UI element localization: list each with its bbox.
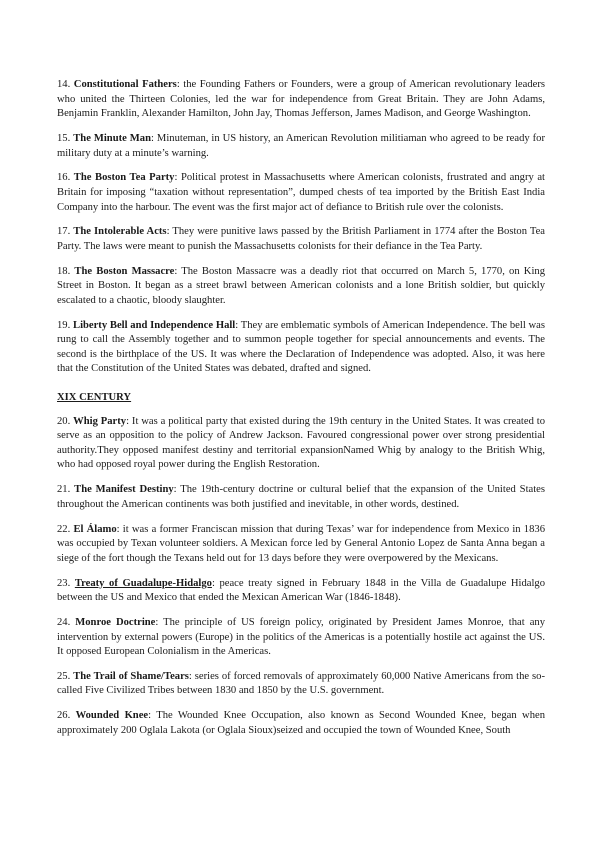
entry-number: 26. [57,710,71,722]
entry-text: : Political protest in Massachusetts where American colonists, frustrated and angry at Britain for imposing “taxation without representation”, dumped chests of tea imported by the British East India Company into the harbour. The event was the first major act of defiance to British rule over the colonists. [57,172,545,213]
entry-23 [57,577,545,606]
section-heading: XIX CENTURY [57,392,132,404]
entry-25 [57,670,545,699]
entry-term: The Minute Man [73,132,151,144]
entry-term: Constitutional Fathers [73,79,177,90]
entry-text: : They were punitive laws passed by the British Parliament in 1774 after the Boston Tea Party. The laws were meant to punish the Massachusetts colonists for their defiance in the Tea Party. [57,226,546,252]
entry-number: 15. [57,132,71,144]
entry-text: : the Founding Fathers or Founders, were a group of American revolutionary leaders who united the Thirteen Colonies, led the war for independence from Great Britain. They are John Adams, Benjamin Franklin, Alexander Hamilton, John Jay, Thomas Jefferson, James Madison, and George Washington. [57,79,545,120]
entry-term: Wounded Knee [75,710,149,722]
entry-number: 20. [57,415,71,427]
entry-term: Whig Party [73,415,127,427]
entry-21 [57,483,545,512]
entry-17 [57,225,545,254]
entry-text: : It was a political party that existed during the 19th century in the United States. It was created to serve as an opposition to the policy of Andrew Jackson. Favoured congressional power over strong presidential authority.They opposed manifest destiny and territorial expansionNamed Whig by analogy to the British Whig, who had opposed royal power during the English Restoration. [57,415,546,471]
entry-20 [57,415,545,473]
entry-text: : peace treaty signed in February 1848 in the Villa de Guadalupe Hidalgo between the US and Mexico that ended the Mexican American War (1846-1848). [57,577,546,604]
entry-text: : The 19th-century doctrine or cultural belief that the expansion of the United States throughout the American continents was both justified and inevitable, in other words, destined. [57,484,545,510]
entry-16 [57,171,545,215]
entry-text: : The principle of US foreign policy, originated by President James Monroe, that any intervention by external powers (Europe) in the politics of the Americas is a potentially hostile act against the US. It opposed European Colonialism in the Americas. [57,616,545,658]
entry-number: 19. [57,319,71,331]
entry-number: 14. [57,79,71,90]
entry-text: : it was a former Franciscan mission that during Texas’ war for independence from Mexico in 1836 was occupied by Texan volunteer soldiers. A Mexican force led by General Antonio Lopez de Santa Anna began a siege of the fort though the Texans held out for 13 days before they were overpowered by the Mexicans. [57,523,545,564]
entry-text: : Minuteman, in US history, an American Revolution militiaman who agreed to be ready for military duty at a minute’s warning. [57,132,545,159]
entry-number: 18. [57,265,71,277]
entry-term: Monroe Doctrine [75,616,156,628]
entry-number: 24. [57,616,71,628]
entry-19 [57,319,545,377]
entry-term: The Manifest Destiny [74,484,174,496]
entry-term: The Trail of Shame/Tears [73,670,189,682]
entry-number: 16. [57,172,71,184]
entry-text: : series of forced removals of approximately 60,000 Native Americans from the so-called Five Civilized Tribes between 1830 and 1850 by the U.S. government. [57,670,545,697]
entry-term: The Boston Tea Party [73,172,175,184]
entry-number: 21. [57,484,71,496]
entry-26 [57,709,545,738]
entry-term: The Intolerable Acts [73,226,167,238]
entry-term: El Álamo [73,523,117,535]
entry-number: 23. [57,577,71,589]
entry-term: The Boston Massacre [74,265,175,277]
entry-term: Treaty of Guadalupe-Hidalgo [74,577,212,589]
entry-22 [57,523,545,567]
entry-15 [57,132,545,161]
entry-number: 25. [57,670,71,682]
entry-text: : They are emblematic symbols of American Independence. The bell was rung to call the Assembly together and to summon people together for special announcements and events. The second is the birthplace of the US. It was where the Declaration of Independence was adopted. Also, it was here that the Constitution of the United States was debated, drafted and signed. [57,319,545,375]
entry-24 [57,616,545,660]
document-page [57,78,545,749]
entry-number: 17. [57,226,71,238]
entry-number: 22. [57,523,71,535]
entry-18 [57,265,545,309]
entry-14 [57,78,545,122]
entry-text: : The Boston Massacre was a deadly riot that occurred on March 5, 1770, on King Street in Boston. It began as a street brawl between American colonists and a lone British soldier, but quickly escalated to a chaotic, bloody slaughter. [57,265,545,306]
entry-text: : The Wounded Knee Occupation, also known as Second Wounded Knee, began when approximately 200 Oglala Lakota (or Oglala Sioux)seized and occupied the town of Wounded Knee, South [57,710,545,736]
entry-term: Liberty Bell and Independence Hall [73,319,236,331]
